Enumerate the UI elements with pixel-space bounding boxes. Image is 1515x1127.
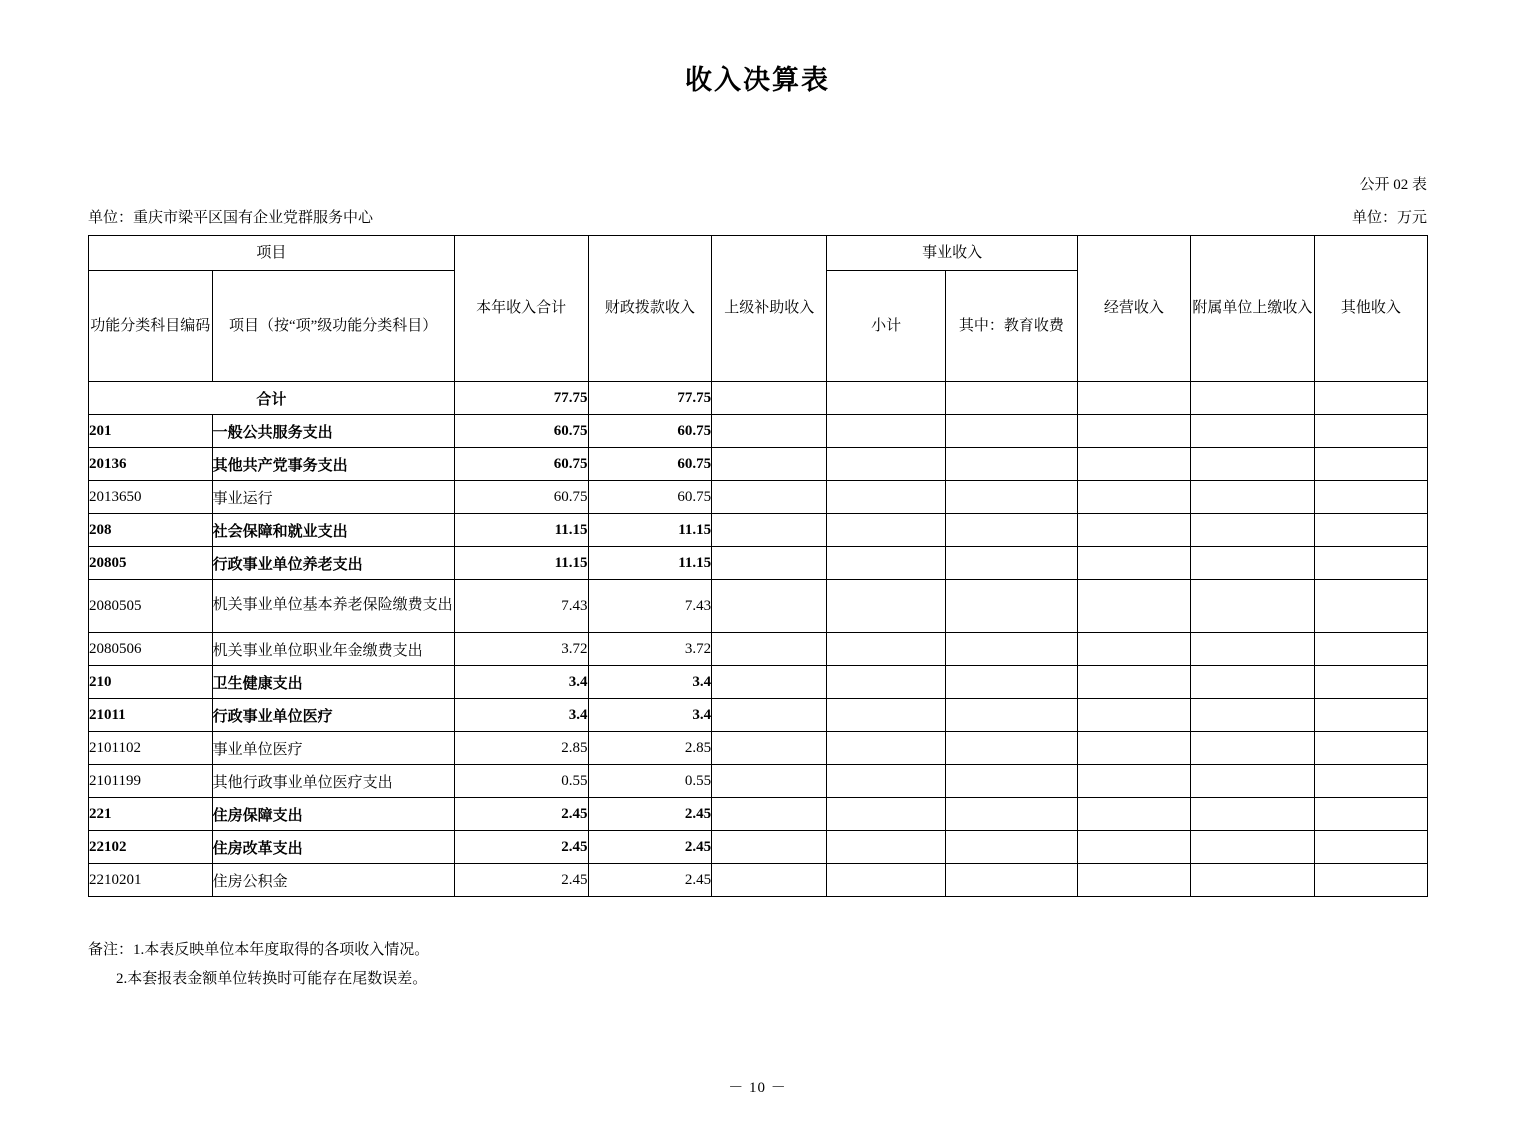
cell-affiliated-paid (1191, 666, 1315, 699)
row-total-label: 合计 (89, 382, 455, 415)
cell-code: 2080505 (89, 580, 213, 633)
cell-business-subtotal (827, 798, 945, 831)
header-name-col: 项目（按“项”级功能分类科目） (212, 271, 454, 382)
cell-name: 一般公共服务支出 (212, 415, 454, 448)
cell-superior-subsidy (712, 765, 827, 798)
cell-name: 事业单位医疗 (212, 732, 454, 765)
header-fiscal-appropriation: 财政拨款收入 (588, 236, 712, 382)
cell-other-income (1314, 448, 1427, 481)
header-code-col: 功能分类科目编码 (89, 271, 213, 382)
cell-fiscal-appropriation: 11.15 (588, 547, 712, 580)
cell-year-total: 3.4 (454, 699, 588, 732)
cell-name: 住房保障支出 (212, 798, 454, 831)
header-item-group: 项目 (89, 236, 455, 271)
cell-operating-income (1077, 666, 1190, 699)
cell-name: 住房公积金 (212, 864, 454, 897)
cell-code: 2080506 (89, 633, 213, 666)
cell-year-total: 60.75 (454, 448, 588, 481)
cell-education-fee (945, 864, 1077, 897)
cell-name: 机关事业单位职业年金缴费支出 (212, 633, 454, 666)
cell-other-income (1314, 415, 1427, 448)
table-row (89, 580, 1428, 633)
cell-education-fee (945, 765, 1077, 798)
cell-code: 2101199 (89, 765, 213, 798)
page-title: 收入决算表 (685, 65, 830, 95)
cell-code: 221 (89, 798, 213, 831)
cell-other-income (1314, 580, 1427, 633)
cell-operating-income (1077, 448, 1190, 481)
cell-superior-subsidy (712, 864, 827, 897)
cell-year-total: 2.85 (454, 732, 588, 765)
cell-other-income (1314, 382, 1427, 415)
cell-education-fee (945, 699, 1077, 732)
cell-fiscal-appropriation: 3.4 (588, 699, 712, 732)
table-body (89, 382, 1428, 897)
header-year-total: 本年收入合计 (454, 236, 588, 382)
cell-year-total: 2.45 (454, 864, 588, 897)
cell-year-total: 60.75 (454, 481, 588, 514)
cell-affiliated-paid (1191, 547, 1315, 580)
cell-affiliated-paid (1191, 448, 1315, 481)
cell-code: 2101102 (89, 732, 213, 765)
cell-operating-income (1077, 831, 1190, 864)
cell-fiscal-appropriation: 2.45 (588, 798, 712, 831)
cell-other-income (1314, 831, 1427, 864)
cell-other-income (1314, 864, 1427, 897)
cell-name: 机关事业单位基本养老保险缴费支出 (212, 580, 454, 633)
cell-operating-income (1077, 382, 1190, 415)
cell-code: 20805 (89, 547, 213, 580)
cell-business-subtotal (827, 448, 945, 481)
header-of-which-education: 其中：教育收费 (945, 271, 1077, 382)
cell-year-total: 3.4 (454, 666, 588, 699)
cell-affiliated-paid (1191, 732, 1315, 765)
cell-fiscal-appropriation: 0.55 (588, 765, 712, 798)
cell-education-fee (945, 633, 1077, 666)
cell-affiliated-paid (1191, 699, 1315, 732)
cell-operating-income (1077, 514, 1190, 547)
cell-other-income (1314, 732, 1427, 765)
cell-affiliated-paid (1191, 864, 1315, 897)
cell-education-fee (945, 666, 1077, 699)
cell-business-subtotal (827, 831, 945, 864)
cell-name: 事业运行 (212, 481, 454, 514)
table-row (89, 481, 1428, 514)
cell-superior-subsidy (712, 514, 827, 547)
cell-fiscal-appropriation: 7.43 (588, 580, 712, 633)
cell-affiliated-paid (1191, 580, 1315, 633)
cell-fiscal-appropriation: 3.72 (588, 633, 712, 666)
cell-name: 社会保障和就业支出 (212, 514, 454, 547)
cell-education-fee (945, 732, 1077, 765)
cell-fiscal-appropriation: 60.75 (588, 415, 712, 448)
cell-affiliated-paid (1191, 382, 1315, 415)
cell-fiscal-appropriation: 77.75 (588, 382, 712, 415)
cell-business-subtotal (827, 580, 945, 633)
cell-education-fee (945, 514, 1077, 547)
income-table-wrapper (88, 235, 1428, 897)
cell-superior-subsidy (712, 699, 827, 732)
cell-business-subtotal (827, 765, 945, 798)
page (0, 58, 1515, 1127)
cell-fiscal-appropriation: 3.4 (588, 666, 712, 699)
cell-fiscal-appropriation: 60.75 (588, 448, 712, 481)
cell-superior-subsidy (712, 382, 827, 415)
cell-year-total: 0.55 (454, 765, 588, 798)
cell-business-subtotal (827, 699, 945, 732)
table-row (89, 514, 1428, 547)
cell-year-total: 60.75 (454, 415, 588, 448)
header-subtotal: 小计 (827, 271, 945, 382)
cell-business-subtotal (827, 547, 945, 580)
cell-code: 208 (89, 514, 213, 547)
header-row-1 (89, 236, 1428, 271)
cell-superior-subsidy (712, 633, 827, 666)
cell-operating-income (1077, 580, 1190, 633)
cell-education-fee (945, 415, 1077, 448)
cell-superior-subsidy (712, 415, 827, 448)
cell-superior-subsidy (712, 798, 827, 831)
header-superior-subsidy: 上级补助收入 (712, 236, 827, 382)
cell-other-income (1314, 547, 1427, 580)
cell-code: 201 (89, 415, 213, 448)
cell-affiliated-paid (1191, 633, 1315, 666)
cell-other-income (1314, 765, 1427, 798)
cell-operating-income (1077, 481, 1190, 514)
cell-fiscal-appropriation: 11.15 (588, 514, 712, 547)
cell-operating-income (1077, 765, 1190, 798)
cell-code: 21011 (89, 699, 213, 732)
cell-operating-income (1077, 633, 1190, 666)
form-number: 公开 02 表 (1359, 177, 1427, 193)
cell-education-fee (945, 448, 1077, 481)
cell-business-subtotal (827, 382, 945, 415)
note-line-2: 2.本套报表金额单位转换时可能存在尾数误差。 (116, 970, 428, 987)
cell-other-income (1314, 798, 1427, 831)
cell-education-fee (945, 831, 1077, 864)
table-row (89, 633, 1428, 666)
table-row (89, 382, 1428, 415)
table-row (89, 448, 1428, 481)
cell-name: 卫生健康支出 (212, 666, 454, 699)
cell-fiscal-appropriation: 2.45 (588, 864, 712, 897)
cell-education-fee (945, 481, 1077, 514)
cell-affiliated-paid (1191, 831, 1315, 864)
table-row (89, 798, 1428, 831)
cell-superior-subsidy (712, 666, 827, 699)
cell-affiliated-paid (1191, 765, 1315, 798)
cell-superior-subsidy (712, 831, 827, 864)
cell-year-total: 7.43 (454, 580, 588, 633)
unit-measure: 单位：万元 (1351, 210, 1427, 226)
table-row (89, 732, 1428, 765)
cell-superior-subsidy (712, 580, 827, 633)
cell-education-fee (945, 382, 1077, 415)
table-row (89, 415, 1428, 448)
cell-business-subtotal (827, 732, 945, 765)
cell-operating-income (1077, 732, 1190, 765)
cell-operating-income (1077, 798, 1190, 831)
cell-affiliated-paid (1191, 481, 1315, 514)
cell-operating-income (1077, 415, 1190, 448)
income-table (88, 235, 1428, 897)
header-other-income: 其他收入 (1314, 236, 1427, 382)
table-head (89, 236, 1428, 382)
table-row (89, 699, 1428, 732)
header-operating-income: 经营收入 (1077, 236, 1190, 382)
cell-fiscal-appropriation: 2.85 (588, 732, 712, 765)
cell-year-total: 11.15 (454, 514, 588, 547)
table-row (89, 547, 1428, 580)
table-row (89, 765, 1428, 798)
cell-name: 其他共产党事务支出 (212, 448, 454, 481)
cell-business-subtotal (827, 633, 945, 666)
cell-education-fee (945, 798, 1077, 831)
cell-other-income (1314, 514, 1427, 547)
header-business-income: 事业收入 (827, 236, 1077, 271)
cell-operating-income (1077, 547, 1190, 580)
note-line-1: 备注：1.本表反映单位本年度取得的各项收入情况。 (88, 942, 430, 958)
cell-superior-subsidy (712, 547, 827, 580)
cell-name: 其他行政事业单位医疗支出 (212, 765, 454, 798)
cell-superior-subsidy (712, 481, 827, 514)
cell-name: 住房改革支出 (212, 831, 454, 864)
cell-code: 22102 (89, 831, 213, 864)
cell-affiliated-paid (1191, 514, 1315, 547)
table-row (89, 864, 1428, 897)
cell-business-subtotal (827, 481, 945, 514)
meta-row (88, 206, 1427, 227)
cell-education-fee (945, 580, 1077, 633)
cell-education-fee (945, 547, 1077, 580)
cell-fiscal-appropriation: 2.45 (588, 831, 712, 864)
table-row (89, 666, 1428, 699)
cell-operating-income (1077, 699, 1190, 732)
cell-other-income (1314, 699, 1427, 732)
cell-year-total: 77.75 (454, 382, 588, 415)
cell-operating-income (1077, 864, 1190, 897)
cell-other-income (1314, 633, 1427, 666)
cell-affiliated-paid (1191, 798, 1315, 831)
cell-other-income (1314, 481, 1427, 514)
cell-year-total: 11.15 (454, 547, 588, 580)
cell-year-total: 3.72 (454, 633, 588, 666)
cell-superior-subsidy (712, 732, 827, 765)
cell-fiscal-appropriation: 60.75 (588, 481, 712, 514)
table-row (89, 831, 1428, 864)
cell-business-subtotal (827, 864, 945, 897)
cell-code: 2210201 (89, 864, 213, 897)
header-affiliated-paid: 附属单位上缴收入 (1191, 236, 1315, 382)
cell-code: 20136 (89, 448, 213, 481)
cell-year-total: 2.45 (454, 831, 588, 864)
cell-superior-subsidy (712, 448, 827, 481)
cell-year-total: 2.45 (454, 798, 588, 831)
page-number: － 10 － (728, 1080, 787, 1096)
table-notes (88, 936, 429, 993)
cell-name: 行政事业单位养老支出 (212, 547, 454, 580)
cell-other-income (1314, 666, 1427, 699)
cell-business-subtotal (827, 415, 945, 448)
unit-name: 单位：重庆市梁平区国有企业党群服务中心 (88, 210, 374, 226)
cell-code: 2013650 (89, 481, 213, 514)
cell-code: 210 (89, 666, 213, 699)
cell-business-subtotal (827, 666, 945, 699)
cell-name: 行政事业单位医疗 (212, 699, 454, 732)
cell-business-subtotal (827, 514, 945, 547)
cell-affiliated-paid (1191, 415, 1315, 448)
